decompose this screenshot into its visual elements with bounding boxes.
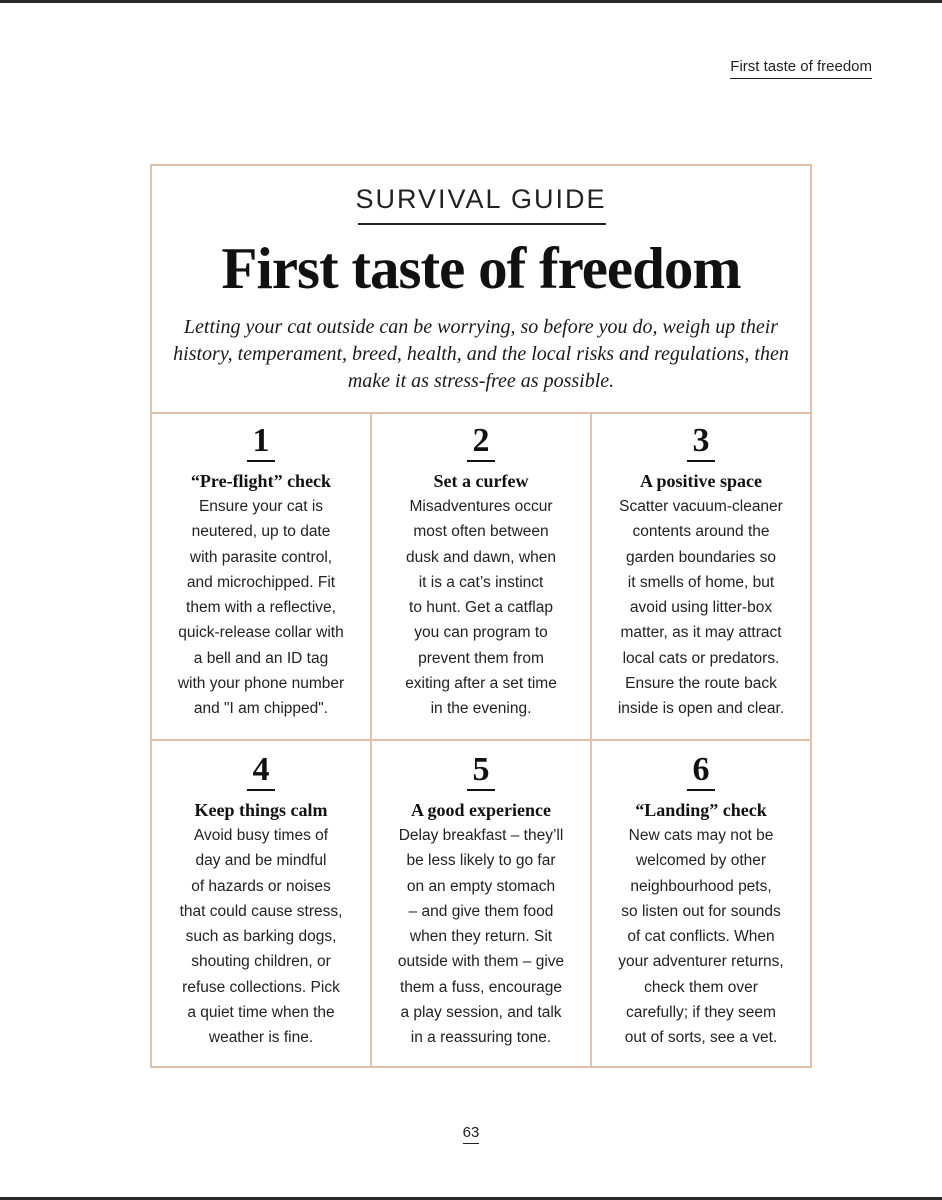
- tips-grid: [152, 412, 810, 1066]
- tip-number: 2: [472, 422, 490, 459]
- survival-guide-box: [150, 164, 812, 1068]
- tip-body: Misadventures occur most often between dusk and dawn, when it is a cat’s instinct to hunt. Get a catflap you can program to prevent them from exiting after a set time in the evening.: [405, 498, 557, 718]
- tip-body: New cats may not be welcomed by other neighbourhood pets, so listen out for sounds of cat conflicts. When your adventurer returns, check them over carefully; if they seem out of sorts, see a vet.: [618, 827, 784, 1047]
- page-title: First taste of freedom: [221, 235, 741, 301]
- top-edge-rule: [0, 0, 942, 3]
- tip-title: A positive space: [639, 471, 762, 491]
- tip-number: 1: [252, 422, 270, 459]
- tip-cell-2: [372, 412, 590, 739]
- running-head: First taste of freedom: [730, 58, 872, 79]
- tip-number: 5: [472, 751, 490, 788]
- page-number-container: [0, 1124, 942, 1144]
- tip-title: “Landing” check: [635, 800, 767, 820]
- tip-cell-3: [592, 412, 810, 739]
- kicker: SURVIVAL GUIDE: [355, 184, 607, 214]
- tip-number-underline: [687, 460, 715, 462]
- tip-title: Keep things calm: [194, 800, 328, 820]
- tip-cell-6: [592, 741, 810, 1068]
- page-number: 63: [463, 1124, 480, 1144]
- tip-title: Set a curfew: [433, 471, 529, 491]
- tip-cell-5: [372, 741, 590, 1068]
- tip-number-underline: [247, 460, 275, 462]
- tip-cell-4: [152, 741, 370, 1068]
- tip-title: A good experience: [411, 800, 551, 820]
- tip-number-underline: [467, 789, 495, 791]
- tip-body: Avoid busy times of day and be mindful of hazards or noises that could cause stress, such as barking dogs, shouting children, or refuse collections. Pick a quiet time when the weather is fine.: [179, 827, 343, 1047]
- tip-title: “Pre-flight” check: [190, 471, 332, 491]
- intro-paragraph: Letting your cat outside can be worrying, so before you do, weigh up their history, temperament, breed, health, and the local risks and regulations, then make it as stress-free as possible.: [173, 316, 789, 392]
- tip-cell-1: [152, 412, 370, 739]
- tip-number: 4: [252, 751, 270, 788]
- tip-body: Scatter vacuum-cleaner contents around the garden boundaries so it smells of home, but avoid using litter-box matter, as it may attract local cats or predators. Ensure the route back inside is open and clear.: [617, 498, 785, 718]
- tip-number: 6: [692, 751, 710, 788]
- tip-number-underline: [687, 789, 715, 791]
- kicker-underline: [358, 223, 606, 225]
- tip-body: Delay breakfast – they’ll be less likely to go far on an empty stomach – and give them food when they return. Sit outside with them – give them a fuss, encourage a play session, and talk in a reassuring tone.: [397, 827, 565, 1047]
- guide-header: [152, 166, 810, 414]
- tip-body: Ensure your cat is neutered, up to date with parasite control, and microchipped. Fit them with a reflective, quick-release collar with a bell and an ID tag with your phone number and "I am chipped".: [177, 498, 345, 718]
- tip-number-underline: [247, 789, 275, 791]
- tip-number-underline: [467, 460, 495, 462]
- tip-number: 3: [692, 422, 710, 459]
